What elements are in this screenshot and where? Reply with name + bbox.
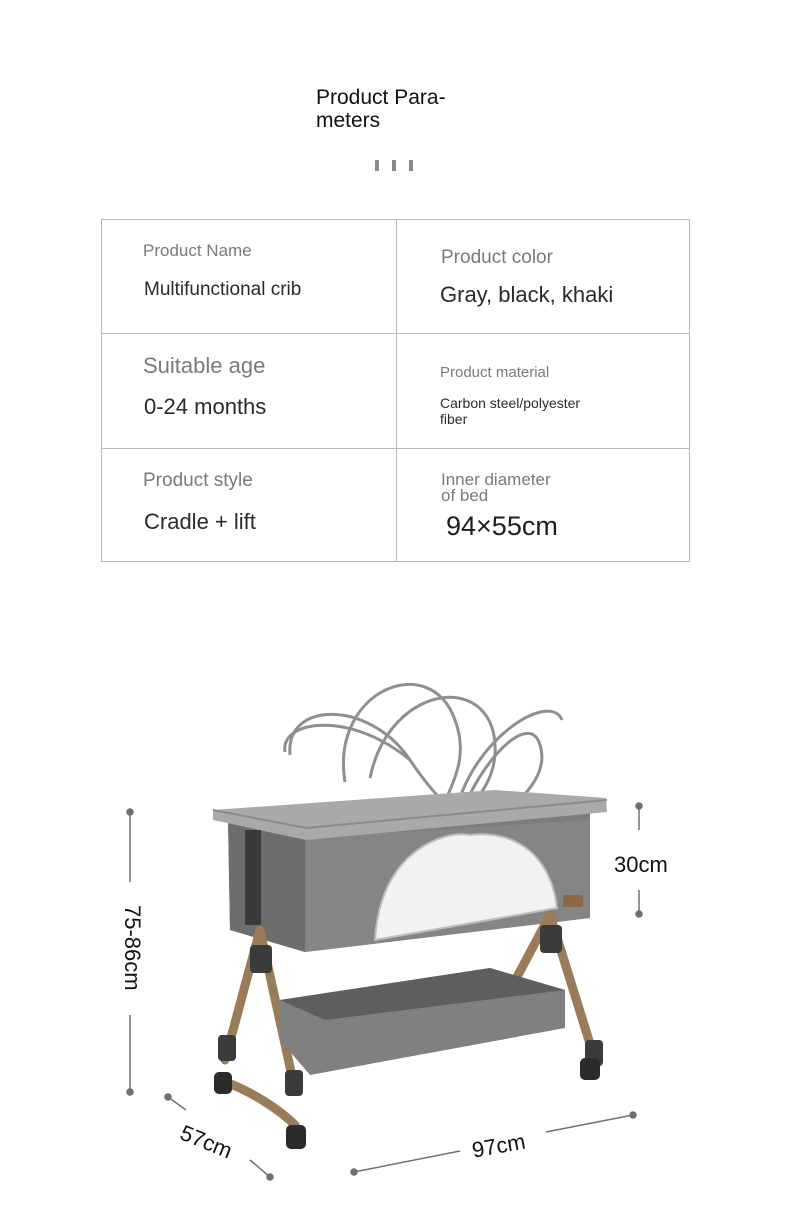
product-style-label: Product style	[143, 470, 253, 491]
height-dimension-label: 75-86cm	[120, 905, 145, 991]
product-material-value-line2: fiber	[440, 411, 468, 427]
page-title-line2: meters	[316, 109, 381, 132]
product-material-label: Product material	[440, 364, 550, 381]
page-title-line1: Product Para-	[316, 86, 446, 109]
table-divider-row2	[102, 448, 689, 449]
crib-illustration	[110, 660, 670, 1190]
product-color-value: Gray, black, khaki	[440, 282, 614, 307]
width-dimension-label: 57cm	[176, 1120, 236, 1164]
product-material-value-line1: Carbon steel/polyester	[440, 395, 581, 411]
product-name-label: Product Name	[143, 241, 252, 260]
decorative-dots	[375, 160, 426, 178]
inner-diameter-label-line2: of bed	[441, 486, 489, 505]
table-divider-row1	[102, 333, 689, 334]
suitable-age-label: Suitable age	[143, 353, 266, 378]
page-title	[316, 86, 476, 132]
product-color-label: Product color	[441, 247, 553, 268]
product-material-value	[440, 395, 580, 427]
suitable-age-value: 0-24 months	[144, 394, 267, 419]
product-style-value: Cradle + lift	[144, 509, 256, 534]
inner-diameter-value: 94×55cm	[446, 511, 558, 541]
inner-diameter-label	[441, 472, 551, 504]
table-divider-vertical	[396, 220, 397, 561]
length-dimension-label: 97cm	[470, 1128, 528, 1163]
parameters-table	[101, 219, 690, 562]
inner-diameter-label-line1: Inner diameter	[441, 470, 551, 489]
product-name-value: Multifunctional crib	[144, 279, 302, 300]
basket-depth-dimension-label: 30cm	[614, 852, 668, 877]
